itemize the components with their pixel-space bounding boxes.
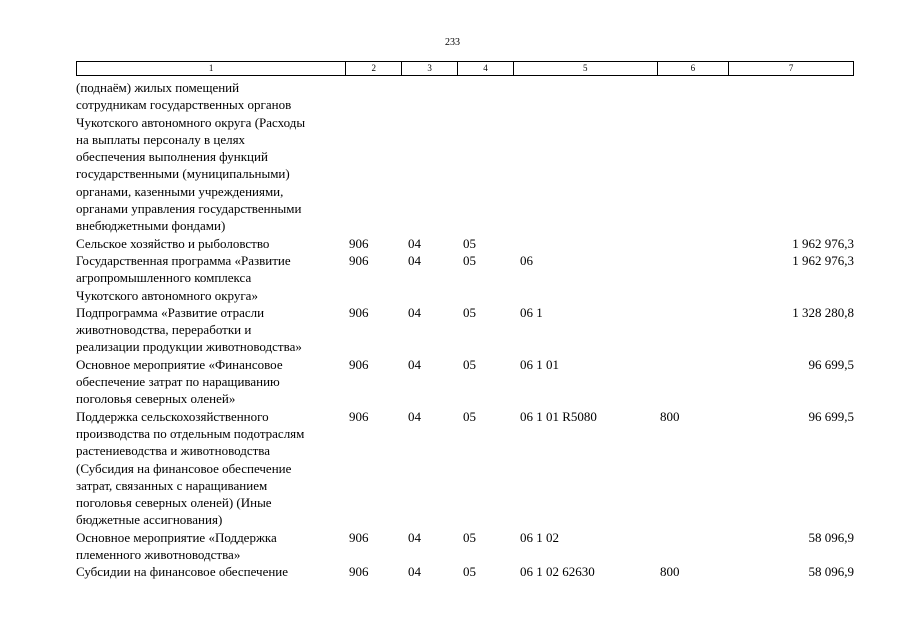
- row-subsection-code: 05: [463, 529, 476, 545]
- row-section-code: [402, 79, 458, 235]
- row-target-article: 06 1 01 R5080: [520, 408, 597, 424]
- row-expense-type: [658, 252, 730, 304]
- row-name: Основное мероприятие «Поддержка племенного животноводства»: [76, 529, 277, 563]
- row-amount: 1 328 280,8: [792, 304, 854, 320]
- row-amount: 1 962 976,3: [792, 235, 854, 251]
- table-row: [76, 252, 866, 304]
- row-section-code: 04: [408, 356, 421, 372]
- header-cell-6: 6: [658, 62, 730, 75]
- table-row: [76, 408, 866, 529]
- row-target-article: 06: [520, 252, 533, 268]
- row-amount: 58 096,9: [808, 529, 854, 545]
- row-expense-type: [658, 235, 730, 252]
- row-section-code: 04: [408, 304, 421, 320]
- header-cell-7: 7: [788, 63, 794, 73]
- row-expense-type: [658, 356, 730, 408]
- row-amount: 96 699,5: [808, 408, 854, 424]
- table-row: [76, 529, 866, 564]
- row-name: Государственная программа «Развитие агропромышленного комплекса Чукотского автономного округа»: [76, 252, 291, 303]
- header-cell-3: 3: [402, 62, 458, 75]
- header-cell-5: 5: [514, 62, 658, 75]
- row-section-code: 04: [408, 564, 421, 580]
- row-target-article: 06 1 01: [520, 356, 559, 372]
- row-expense-type: 800: [660, 408, 680, 424]
- row-amount: 58 096,9: [808, 564, 854, 580]
- row-target-article: [514, 235, 658, 252]
- row-name: Подпрограмма «Развитие отрасли животноводства, переработки и реализации продукции животноводства»: [76, 304, 302, 355]
- row-target-article: 06 1 02 62630: [520, 564, 595, 580]
- table-row: [76, 235, 866, 252]
- row-ministry-code: 906: [349, 408, 369, 424]
- row-ministry-code: 906: [349, 304, 369, 320]
- header-cell-1: 1: [77, 62, 346, 75]
- row-name: Сельское хозяйство и рыболовство: [76, 235, 270, 251]
- table-body: [76, 79, 866, 581]
- row-target-article: [514, 79, 658, 235]
- row-ministry-code: 906: [349, 564, 369, 580]
- row-section-code: 04: [408, 408, 421, 424]
- row-amount: 96 699,5: [808, 356, 854, 372]
- row-target-article: 06 1 02: [520, 529, 559, 545]
- row-ministry-code: [346, 79, 402, 235]
- row-ministry-code: 906: [349, 235, 369, 251]
- row-expense-type: [658, 79, 730, 235]
- row-amount: 1 962 976,3: [792, 252, 854, 268]
- row-ministry-code: 906: [349, 252, 369, 268]
- header-cell-4: 4: [458, 62, 514, 75]
- row-section-code: 04: [408, 529, 421, 545]
- row-subsection-code: 05: [463, 235, 476, 251]
- table-row: [76, 563, 866, 580]
- row-target-article: 06 1: [520, 304, 543, 320]
- row-expense-type: [658, 529, 730, 564]
- row-section-code: 04: [408, 252, 421, 268]
- row-expense-type: 800: [660, 564, 680, 580]
- row-expense-type: [658, 304, 730, 356]
- row-subsection-code: 05: [463, 564, 476, 580]
- header-cell-2: 2: [346, 62, 402, 75]
- row-name: Субсидии на финансовое обеспечение: [76, 564, 289, 580]
- row-subsection-code: 05: [463, 252, 476, 268]
- row-subsection-code: 05: [463, 304, 476, 320]
- table-header: [76, 61, 854, 76]
- row-name: Основное мероприятие «Финансовое обеспечение затрат по наращиванию поголовья северных оленей»: [76, 356, 283, 407]
- row-subsection-code: 05: [463, 408, 476, 424]
- table-row: [76, 79, 866, 235]
- row-name: (поднаём) жилых помещений сотрудникам государственных органов Чукотского автономного округа (Расходы на выплаты персоналу в целях обеспечения выполнения функций государственными (муниципальными) органами, казенными учреждениями, органами управления государственными внебюджетными фондами): [76, 80, 306, 234]
- table-row: [76, 356, 866, 408]
- page-number: 233: [445, 37, 460, 48]
- row-ministry-code: 906: [349, 529, 369, 545]
- row-name: Поддержка сельскохозяйственного производства по отдельным подотраслям растениеводства и животноводства (Субсидия на финансовое обеспечение затрат, связанных с наращиванием поголовья северных оленей) (Иные бюджетные ассигнования): [76, 408, 305, 528]
- table-row: [76, 304, 866, 356]
- row-subsection-code: [458, 79, 514, 235]
- row-amount: [730, 79, 854, 235]
- row-ministry-code: 906: [349, 356, 369, 372]
- row-section-code: 04: [408, 235, 421, 251]
- row-subsection-code: 05: [463, 356, 476, 372]
